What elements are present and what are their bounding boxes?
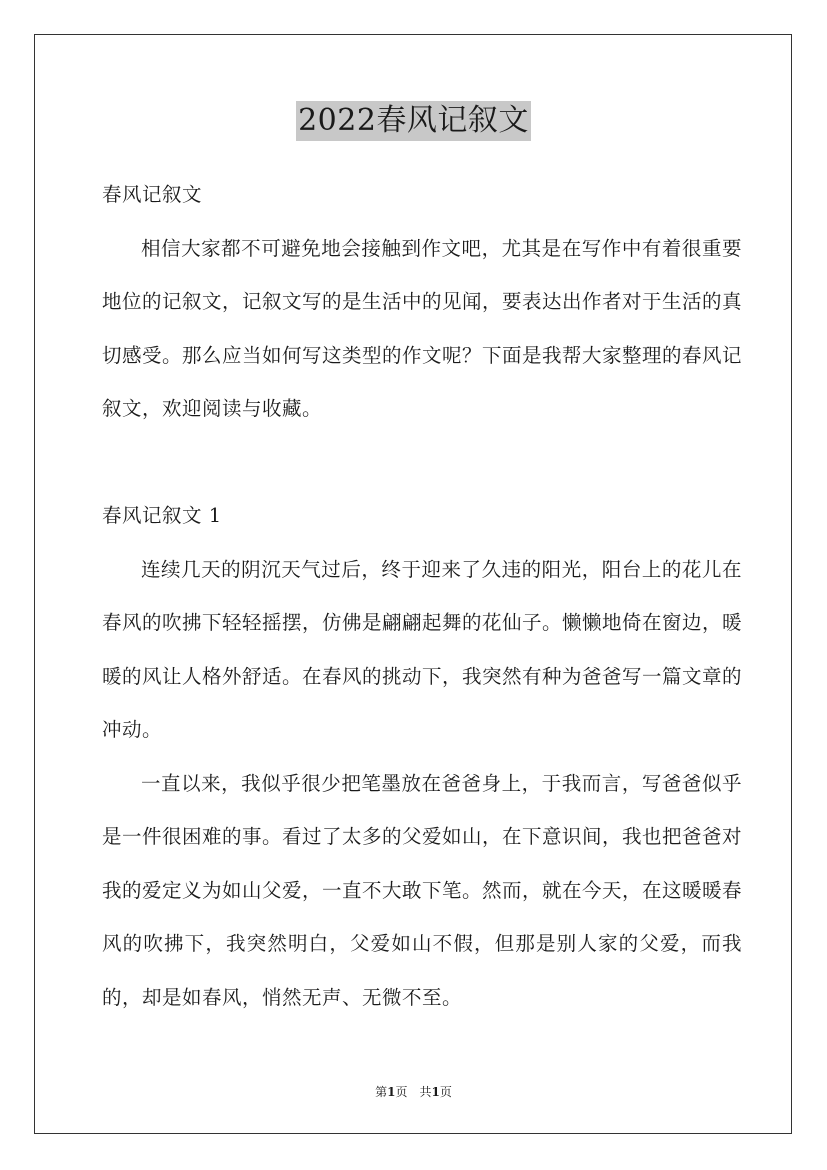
section-heading: 春风记叙文 1 bbox=[102, 504, 222, 527]
page-current: 1 bbox=[387, 1085, 396, 1099]
footer-suffix: 页 bbox=[439, 1085, 452, 1099]
title-container bbox=[0, 101, 827, 141]
document-title: 2022春风记叙文 bbox=[296, 101, 531, 141]
document-body bbox=[102, 168, 742, 1024]
footer-prefix: 第 bbox=[375, 1085, 388, 1099]
body-paragraph-2: 一直以来，我似乎很少把笔墨放在爸爸身上，于我而言，写爸爸似乎是一件很困难的事。看过了太多的父爱如山，在下意识间，我也把爸爸对我的爱定义为如山父爱，一直不大敢下笔。然而，就在今天，在这暖暖春风的吹拂下，我突然明白，父爱如山不假，但那是别人家的父爱，而我的，却是如春风，悄然无声、无微不至。 bbox=[102, 771, 743, 1009]
page-footer bbox=[0, 1082, 827, 1102]
intro-paragraph: 相信大家都不可避免地会接触到作文吧，尤其是在写作中有着很重要地位的记叙文，记叙文写的是生活中的见闻，要表达出作者对于生活的真切感受。那么应当如何写这类型的作文呢？下面是我帮大家整理的春风记叙文，欢迎阅读与收藏。 bbox=[102, 236, 743, 420]
footer-mid: 页 共 bbox=[395, 1085, 432, 1099]
document-subtitle: 春风记叙文 bbox=[102, 183, 203, 206]
page-total: 1 bbox=[431, 1085, 440, 1099]
paragraph-gap bbox=[102, 436, 742, 490]
body-paragraph-1: 连续几天的阴沉天气过后，终于迎来了久违的阳光，阳台上的花儿在春风的吹拂下轻轻摇摆，仿佛是翩翩起舞的花仙子。懒懒地倚在窗边，暖暖的风让人格外舒适。在春风的挑动下，我突然有种为爸爸写一篇文章的冲动。 bbox=[102, 557, 743, 741]
